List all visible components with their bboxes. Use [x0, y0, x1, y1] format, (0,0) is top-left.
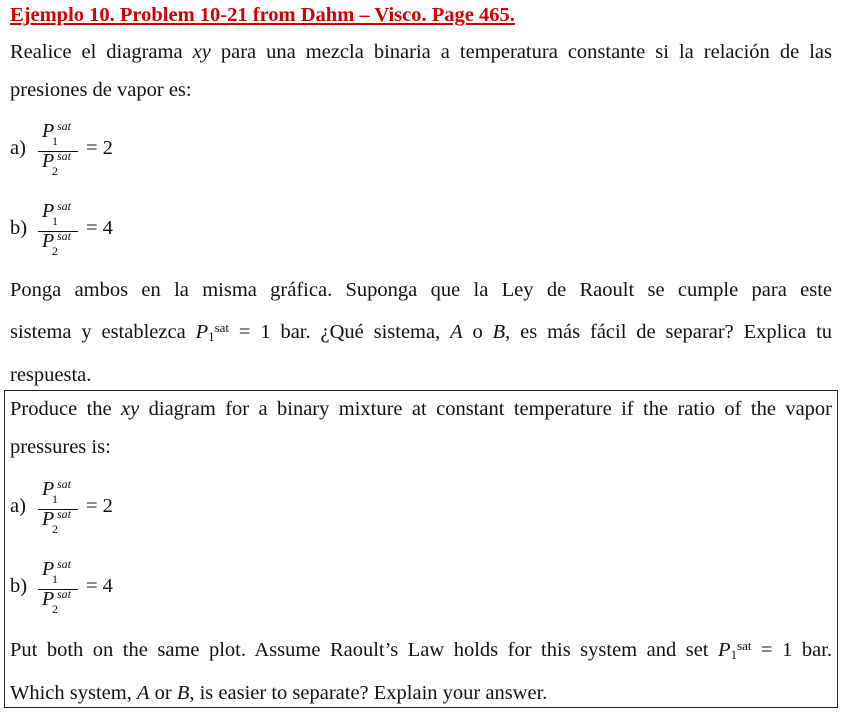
- spanish-intro-line1: Realice el diagrama xy para una mezcla binaria a temperatura constante si la relación de las: [10, 41, 832, 63]
- equation-label: a): [10, 137, 26, 159]
- english-closing-line1: Put both on the same plot. Assume Raoult’s Law holds for this system and set $P1^{sat} = 1$ bar.: [10, 638, 833, 662]
- pressure-ratio-fraction: P sat 1 P sat 2: [38, 478, 78, 540]
- equation-value: = 2: [86, 137, 113, 159]
- equation-label: a): [10, 495, 26, 517]
- spanish-closing-line2: sistema y establezca $P1^{sat} = 1$ bar. ¿Qué sistema, A o B, es más fácil de separar? Explica tu: [10, 320, 833, 344]
- pressure-ratio-fraction: P sat 1 P sat 2: [38, 120, 78, 182]
- document-title: Ejemplo 10. Problem 10-21 from Dahm – Visco. Page 465.: [10, 4, 515, 26]
- equation-value: = 2: [86, 495, 113, 517]
- spanish-intro-line2: presiones de vapor es:: [10, 79, 192, 101]
- english-intro-line2: pressures is:: [10, 436, 111, 458]
- equation-label: b): [10, 575, 28, 597]
- english-intro-line1: Produce the xy diagram for a binary mixture at constant temperature if the ratio of the vapor: [10, 398, 833, 420]
- spanish-intro: [10, 33, 832, 109]
- equation-value: = 4: [86, 575, 113, 597]
- equation-label: b): [10, 217, 28, 239]
- pressure-ratio-fraction: P sat 1 P sat 2: [38, 558, 78, 620]
- english-intro: [10, 390, 832, 466]
- spanish-closing-line1: Ponga ambos en la misma gráfica. Suponga que la Ley de Raoult se cumple para este: [10, 279, 832, 301]
- spanish-closing-line3: respuesta.: [10, 364, 92, 386]
- pressure-ratio-fraction: P sat 1 P sat 2: [38, 200, 78, 262]
- english-closing-line2: Which system, A or B, is easier to separate? Explain your answer.: [10, 682, 548, 704]
- english-closing: [10, 627, 832, 712]
- equation-value: = 4: [86, 217, 113, 239]
- spanish-closing: [10, 271, 832, 394]
